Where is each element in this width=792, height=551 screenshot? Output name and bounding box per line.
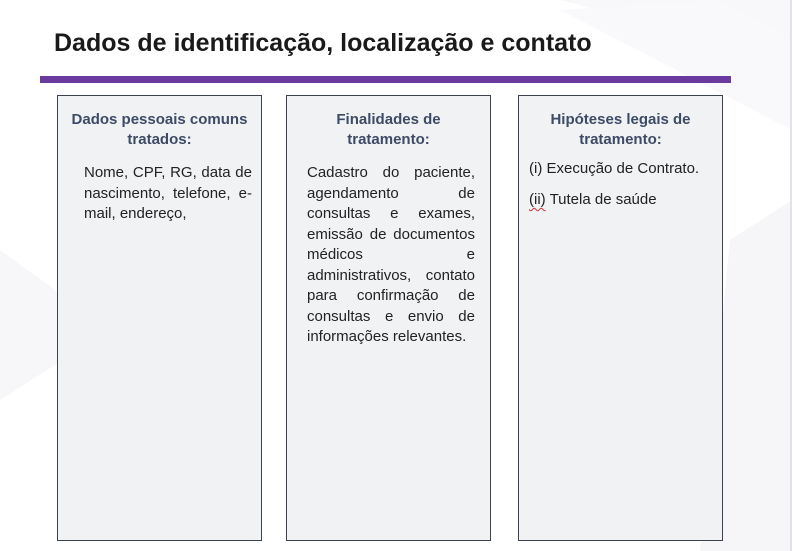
title-underline-bar xyxy=(40,76,731,83)
page-title: Dados de identificação, localização e contato xyxy=(54,29,592,57)
list-item-text: Tutela de saúde xyxy=(549,191,657,208)
card-personal-data xyxy=(57,95,262,541)
list-item xyxy=(529,190,714,210)
card-body-processing-purposes: Cadastro do paciente, agendamento de consultas e exames, emissão de documentos médicos e administrativos, contato para confirmação de consultas e envio de informações relevantes. xyxy=(307,164,475,345)
card-title-legal-bases: Hipóteses legais de tratamento: xyxy=(550,111,691,148)
list-item-text: Execução de Contrato. xyxy=(546,160,700,177)
legal-bases-list xyxy=(529,159,714,210)
card-body-personal-data: Nome, CPF, RG, data de nascimento, telefone, e-mail, endereço, xyxy=(84,164,252,222)
card-title-processing-purposes: Finalidades de tratamento: xyxy=(336,111,441,148)
list-item xyxy=(529,159,714,179)
list-item-prefix: (i) xyxy=(529,160,543,177)
list-item-prefix: (ii) xyxy=(529,191,546,208)
card-legal-bases xyxy=(518,95,723,541)
card-processing-purposes xyxy=(286,95,491,541)
card-title-personal-data: Dados pessoais comuns tratados: xyxy=(71,111,248,148)
